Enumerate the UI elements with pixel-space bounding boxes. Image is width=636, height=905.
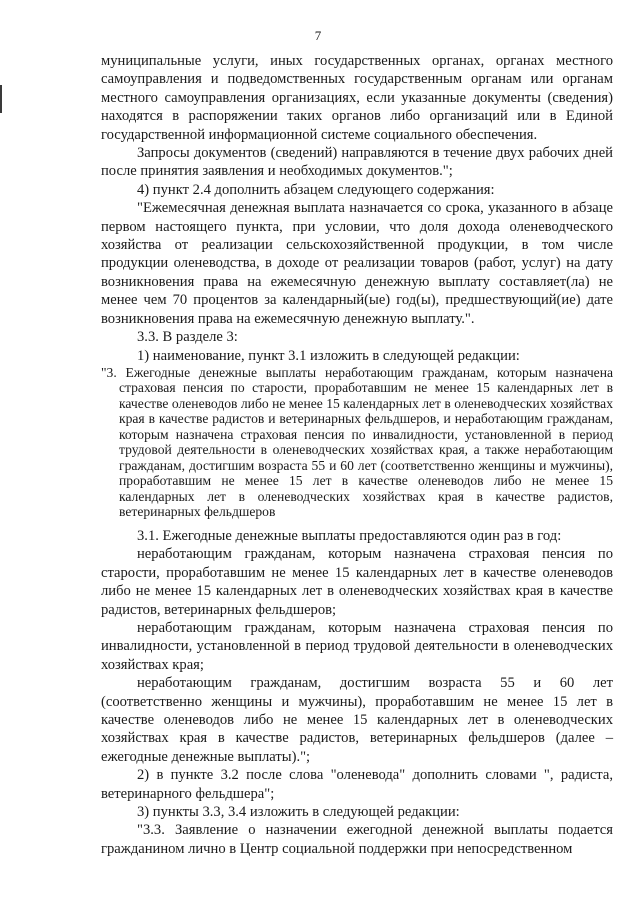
paragraph-clause-3-1: 3.1. Ежегодные денежные выплаты предоставляются один раз в год:	[137, 527, 562, 544]
page-number: 7	[314, 28, 322, 43]
document-body	[101, 52, 613, 858]
paragraph-monthly-payment: "Ежемесячная денежная выплата назначается со срока, указанного в абзаце первом настоящего пункта, при условии, что доля дохода оленеводческого хозяйства от реализации сельскохозяйственной продукции, в том числе продукции оленеводства, в доходе от реализации товаров (работ, услуг) на дату возникновения права на ежемесячную денежную выплату составляет(ла) не менее чем 70 процентов за календарный(ые) год(ы), предшествующий(ие) дате возникновения права на ежемесячную денежную выплату.".	[101, 200, 613, 327]
paragraph-item-1: 1) наименование, пункт 3.1 изложить в следующей редакции:	[137, 347, 520, 364]
paragraph-section-3-3: 3.3. В разделе 3:	[137, 329, 238, 346]
scan-margin-mark	[0, 85, 2, 113]
paragraph-item-3: 3) пункты 3.3, 3.4 изложить в следующей редакции:	[137, 804, 460, 820]
paragraph-recipients-disability: неработающим гражданам, которым назначена страховая пенсия по инвалидности, установленной в период трудовой деятельности в оленеводческих хозяйствах края;	[101, 619, 613, 673]
paragraph-item-4: 4) пункт 2.4 дополнить абзацем следующего содержания:	[137, 181, 495, 198]
paragraph-recipients-old-age: неработающим гражданам, которым назначена страховая пенсия по старости, проработавшим не менее 15 календарных лет в качестве оленеводов либо не менее 15 календарных лет в оленеводческих хозяйствах края в качестве радистов, ветеринарных фельдшеров;	[101, 546, 613, 618]
paragraph-continuation: муниципальные услуги, иных государственных органах, органах местного самоуправления и подведомственных государственным органам или органам местного самоуправления организациях, если указанные документы (сведения) находятся в распоряжении таких органов либо организаций или в Единой государственной информационной системе социального обеспечения.	[101, 53, 613, 143]
paragraph-clause-3-3: "3.3. Заявление о назначении ежегодной денежной выплаты подается гражданином лично в Центр социальной поддержки при непосредственном	[101, 822, 613, 857]
paragraph-item-2: 2) в пункте 3.2 после слова "оленевода" дополнить словами ", радиста, ветеринарного фельдшера";	[101, 767, 613, 802]
paragraph-section-heading-quote: "3. Ежегодные денежные выплаты неработающим гражданам, которым назначена страховая пенсия по старости, проработавшим не менее 15 календарных лет в качестве оленеводов либо не менее 15 календарных лет в оленеводческих хозяйствах края в качестве радистов и ветеринарных фельдшеров, и неработающим гражданам, которым назначена страховая пенсия по инвалидности, установленной в период трудовой деятельности в оленеводческих хозяйствах края, а также неработающим гражданам, достигшим возраста 55 и 60 лет (соответственно женщины и мужчины), проработавшим не менее 15 лет в качестве оленеводов либо не менее 15 календарных лет в оленеводческих хозяйствах края в качестве радистов, ветеринарных фельдшеров	[101, 364, 613, 520]
paragraph-recipients-age: неработающим гражданам, достигшим возраста 55 и 60 лет (соответственно женщины и мужчины), проработавшим не менее 15 лет в качестве оленеводов либо не менее 15 календарных лет в оленеводческих хозяйствах края в качестве радистов, ветеринарных фельдшеров (далее – ежегодные денежные выплаты).";	[101, 675, 613, 765]
paragraph-requests: Запросы документов (сведений) направляются в течение двух рабочих дней после принятия заявления и необходимых документов.";	[101, 145, 613, 180]
